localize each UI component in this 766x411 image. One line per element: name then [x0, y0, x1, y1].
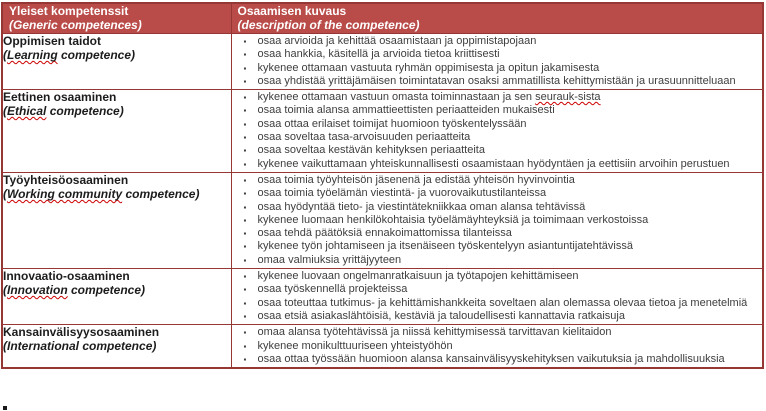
- competence-row: [2, 269, 763, 325]
- bullet-item: [242, 48, 761, 61]
- bullet-item: [242, 240, 761, 253]
- bullet-text: kykenee luomaan henkilökohtaisia työelämäyhteyksiä ja toimimaan verkostoissa: [257, 213, 649, 226]
- competence-title-english: (Learning competence): [3, 48, 136, 62]
- bullet-text: osaa etsiä asiakaslähtöisiä, kestäviä ja taloudellisesti kannattavia ratkaisuja: [257, 309, 625, 322]
- header-description: [231, 3, 763, 34]
- bullet-square-icon: ▪: [243, 242, 247, 252]
- header-col2-finnish: Osaamisen kuvaus: [237, 4, 347, 18]
- bullet-square-icon: ▪: [243, 133, 247, 143]
- competence-title-english: (Working community competence): [3, 186, 200, 201]
- bullet-text: osaa työskennellä projekteissa: [257, 283, 408, 296]
- bullet-text: kykenee työn johtamiseen ja itsenäiseen työskentelyyn asiantuntijatehtävissä: [257, 240, 633, 253]
- bullet-square-icon: ▪: [243, 175, 247, 185]
- bullet-item: [242, 353, 761, 366]
- bullet-square-icon: ▪: [243, 146, 247, 156]
- description-bullet-list: [232, 269, 763, 324]
- bullet-item: [242, 227, 761, 240]
- bullet-square-icon: ▪: [243, 93, 247, 103]
- bullet-text: omaa alansa työtehtävissä ja niissä kehittymisessä tarvittavan kielitaidon: [257, 326, 612, 339]
- competence-name-cell: [2, 172, 231, 268]
- bullet-square-icon: ▪: [243, 202, 247, 212]
- bullet-text: kykenee vaikuttamaan yhteiskunnallisesti osaamistaan hyödyntäen ja eettisiin arvoihin perustuen: [257, 157, 730, 170]
- bullet-item: [242, 62, 761, 75]
- bullet-item: [242, 310, 761, 323]
- bullet-text: osaa toimia työelämän viestintä- ja vuorovaikutustilanteissa: [257, 187, 547, 200]
- description-bullet-list: [232, 34, 763, 89]
- bullet-text: osaa ottaa työssään huomioon alansa kansainvälisyyskehityksen vaikutuksia ja mahdollisuuksia: [257, 352, 725, 365]
- bullet-text: kykenee ottamaan vastuuta ryhmän oppimisesta ja opitun jakamisesta: [257, 61, 600, 74]
- competence-table: [1, 2, 764, 369]
- bullet-item: [242, 104, 761, 117]
- competence-title-english: (Ethical competence): [3, 104, 124, 119]
- bullet-item: [242, 35, 761, 48]
- header-col2-english: (description of the competence): [237, 17, 420, 32]
- bullet-text: osaa ottaa erilaiset toimijat huomioon työskentelyssään: [257, 117, 527, 130]
- competence-title-finnish: Kansainvälisyysosaaminen: [3, 325, 160, 340]
- bullet-text: kykenee luovaan ongelmanratkaisuun ja työtapojen kehittämiseen: [257, 270, 579, 283]
- bullet-square-icon: ▪: [243, 229, 247, 239]
- bullet-square-icon: ▪: [243, 354, 247, 364]
- competence-name-cell: [2, 90, 231, 173]
- bullet-text: osaa yhdistää yrittäjämäisen toimintatavan osaksi ammatillista kehittymistään ja urasuunnitteluaan: [257, 74, 736, 87]
- description-bullet-list: [232, 173, 763, 268]
- bullet-square-icon: ▪: [243, 159, 247, 169]
- spellcheck-squiggle: Learning: [7, 48, 58, 62]
- description-bullet-list: [232, 325, 763, 367]
- bullet-square-icon: ▪: [243, 328, 247, 338]
- competence-row: [2, 172, 763, 268]
- competence-title-finnish: Innovaatio-osaaminen: [3, 269, 130, 284]
- header-col1-english: (Generic competences): [9, 17, 142, 32]
- bullet-item: [242, 144, 761, 157]
- competence-title-english: (International competence): [3, 339, 157, 354]
- bullet-square-icon: ▪: [243, 272, 247, 282]
- bullet-item: [242, 270, 761, 283]
- bullet-square-icon: ▪: [243, 106, 247, 116]
- bullet-text: osaa toimia alansa ammattieettisten periaatteiden mukaisesti: [257, 104, 555, 117]
- bullet-square-icon: ▪: [243, 298, 247, 308]
- competence-description-cell: [231, 172, 763, 268]
- bullet-item: [242, 158, 761, 171]
- bullet-text: osaa arvioida ja kehittää osaamistaan ja oppimistapojaan: [257, 35, 537, 47]
- competence-name-cell: [2, 269, 231, 325]
- bullet-item: [242, 297, 761, 310]
- bullet-item: [242, 340, 761, 353]
- competence-description-cell: [231, 34, 763, 90]
- bullet-item: [242, 214, 761, 227]
- bullet-item: [242, 118, 761, 131]
- bullet-text: omaa valmiuksia yrittäjyyteen: [257, 253, 402, 266]
- description-bullet-list: [232, 90, 763, 172]
- competence-title-english: (Innovation competence): [3, 283, 146, 298]
- competence-description-cell: [231, 90, 763, 173]
- header-generic-competences: [2, 3, 231, 34]
- header-col1-finnish: Yleiset kompetenssit: [9, 4, 129, 18]
- bullet-square-icon: ▪: [243, 341, 247, 351]
- competence-name-cell: [2, 34, 231, 90]
- bullet-item: [242, 75, 761, 88]
- bullet-text: kykenee monikulttuuriseen yhteistyöhön: [257, 339, 453, 352]
- spellcheck-squiggle: Innovation: [7, 283, 68, 298]
- competence-description-cell: [231, 269, 763, 325]
- bullet-item: [242, 283, 761, 296]
- bullet-square-icon: ▪: [243, 285, 247, 295]
- bullet-text: osaa hyödyntää tieto- ja viestintätekniikkaa oman alansa tehtävissä: [257, 200, 586, 213]
- bullet-square-icon: ▪: [243, 255, 247, 265]
- competence-title-finnish: Eettinen osaaminen: [3, 90, 117, 105]
- spellcheck-squiggle: seurauk-sista: [535, 91, 601, 104]
- bullet-text: osaa toimia työyhteisön jäsenenä ja edistää yhteisön hyvinvointia: [257, 173, 575, 186]
- bullet-square-icon: ▪: [243, 119, 247, 129]
- competence-row: [2, 325, 763, 368]
- bullet-square-icon: ▪: [243, 37, 247, 46]
- bullet-text: osaa hankkia, käsitellä ja arvioida tietoa kriittisesti: [257, 48, 500, 61]
- spellcheck-squiggle: Working community: [7, 186, 123, 201]
- spellcheck-squiggle: Ethical: [7, 104, 47, 119]
- competence-row: [2, 34, 763, 90]
- bullet-text: osaa soveltaa kestävän kehityksen periaatteita: [257, 144, 485, 157]
- table-header-row: [2, 3, 763, 34]
- bullet-item: [242, 326, 761, 339]
- bullet-text: osaa toteuttaa tutkimus- ja kehittämishankkeita soveltaen alan olemassa olevaa tietoa ja menetelmiä: [257, 296, 748, 309]
- bullet-item: [242, 187, 761, 200]
- bullet-item: [242, 254, 761, 267]
- competence-title-finnish: Oppimisen taidot: [3, 34, 102, 48]
- bullet-item: [242, 201, 761, 214]
- bullet-square-icon: ▪: [243, 76, 247, 86]
- bullet-square-icon: ▪: [243, 189, 247, 199]
- cursor-artifact: [3, 406, 7, 410]
- bullet-text: osaa soveltaa tasa-arvoisuuden periaatteita: [257, 131, 471, 144]
- bullet-square-icon: ▪: [243, 311, 247, 321]
- bullet-text: kykenee ottamaan vastuun omasta toiminnastaan ja sen seurauk-sista: [257, 91, 601, 104]
- competence-row: [2, 90, 763, 173]
- bullet-square-icon: ▪: [243, 215, 247, 225]
- bullet-square-icon: ▪: [243, 50, 247, 60]
- competence-title-finnish: Työyhteisöosaaminen: [3, 172, 129, 187]
- competence-description-cell: [231, 325, 763, 368]
- competence-name-cell: [2, 325, 231, 368]
- bullet-item: [242, 174, 761, 187]
- bullet-item: [242, 91, 761, 104]
- bullet-square-icon: ▪: [243, 63, 247, 73]
- bullet-item: [242, 131, 761, 144]
- bullet-text: osaa tehdä päätöksiä ennakoimattomissa tilanteissa: [257, 227, 512, 240]
